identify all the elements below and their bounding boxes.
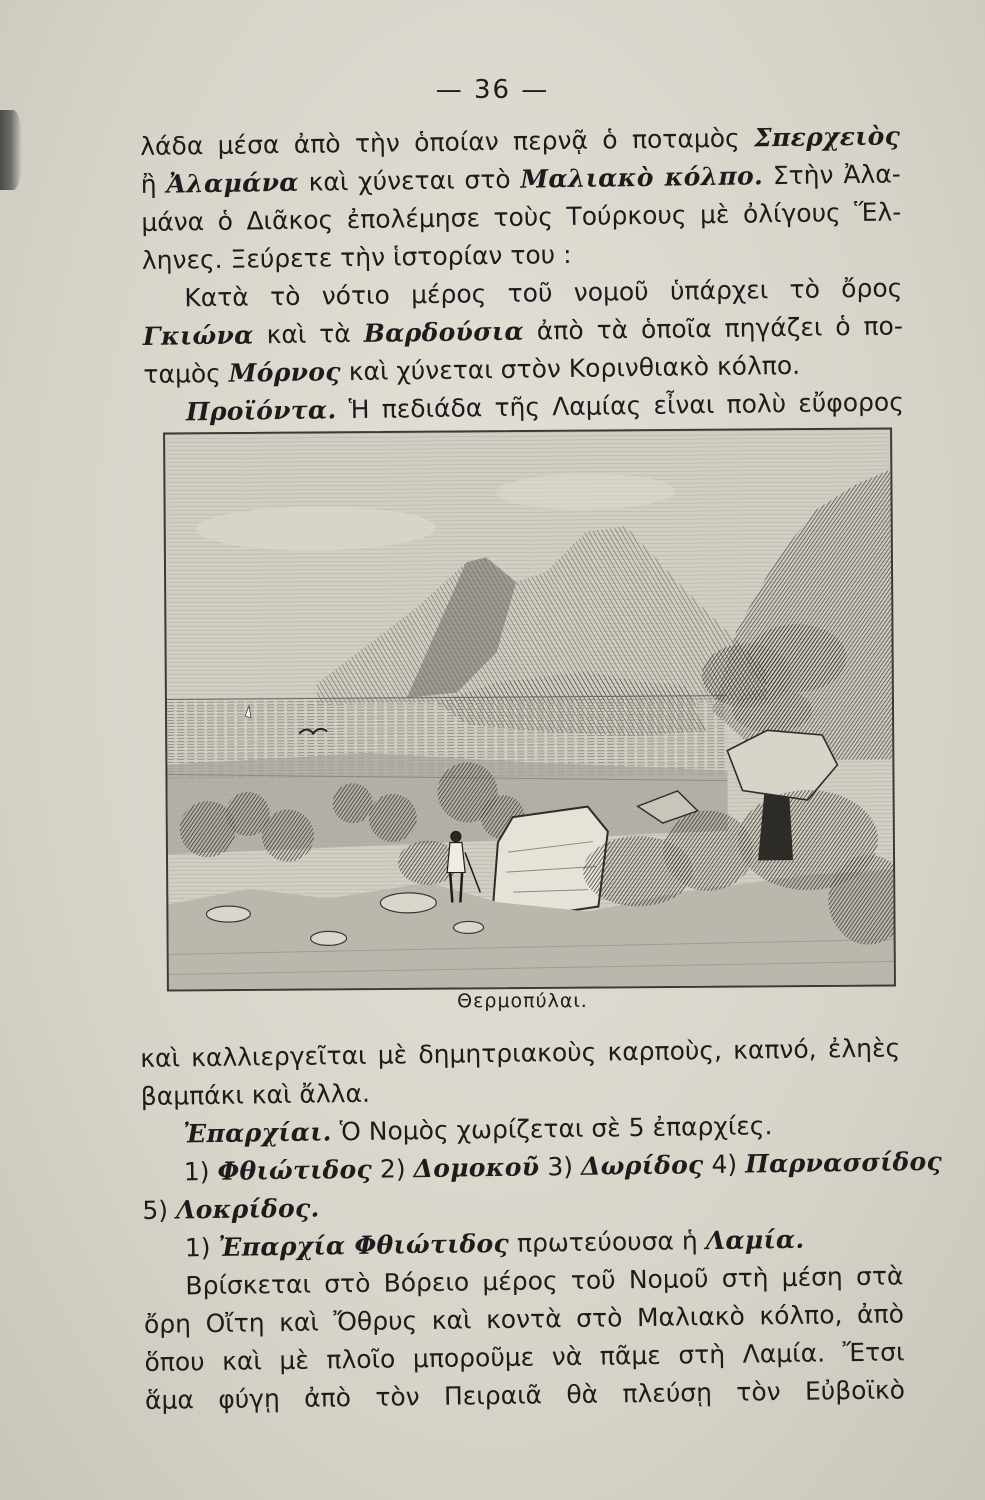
text-run: βαμπάκι καὶ ἄλλα. [140,1078,371,1111]
text-run: ὅπου καὶ μὲ πλοῖο μποροῦμε νὰ πᾶμε στὴ Λαμία. Ἔτσι [144,1337,905,1377]
text-run: καὶ τὰ [253,318,364,350]
text-run: 1) [183,1156,218,1187]
text-run: ἅμα φύγῃ ἀπὸ τὸν Πειραιᾶ θὰ πλεύσῃ τὸν Εὐβοϊκὸ [144,1375,906,1415]
text-run: 3) [539,1151,582,1182]
text-run: καὶ χύνεται στὸν Κορινθιακὸ κόλπο. [340,350,801,387]
emphasized-term: Ἐπαρχία Φθιώτιδος [218,1228,510,1262]
text-run: 4) [703,1149,746,1180]
emphasized-term: Βαρδούσια [363,316,525,348]
emphasized-term: Δομοκοῦ [413,1152,540,1184]
text-run: καὶ χύνεται στὸ [298,164,521,197]
text-run: ἀπὸ τὰ ὁποῖα πηγάζει ὁ πο- [523,311,904,346]
emphasized-term: Γκιώνα [142,320,254,351]
emphasized-term: Ἀλαμάνα [166,167,300,199]
emphasized-term: Προϊόντα. [185,395,337,427]
page-number: — 36 — [435,75,550,105]
text-run: ληνες. Ξεύρετε τὴν ἱστορίαν του : [141,239,572,275]
emphasized-term: Μόρνος [228,357,342,388]
emphasized-term: Λαμία. [705,1224,805,1256]
text-run: 2) [371,1154,414,1184]
emphasized-term: Δωρίδος [580,1150,704,1181]
text-run: Βρίσκεται στὸ Βόρειο μέρος τοῦ Νομοῦ στὴ μέση στὰ [185,1261,904,1301]
binding-shadow [0,110,22,190]
text-run: ἢ [140,169,167,199]
emphasized-term: Ἐπαρχίαι. [183,1117,332,1149]
text-run: Ὁ Νομὸς χωρίζεται σὲ 5 ἐπαρχίες. [331,1111,773,1147]
text-run: Κατὰ τὸ νότιο μέρος τοῦ νομοῦ ὑπάρχει τὸ ὄρος [184,273,903,313]
emphasized-term: Σπερχειὸς [753,121,901,153]
illustration-caption: Θερμοπύλαι. [457,990,588,1012]
text-run: μάνα ὁ Διᾶκος ἐπολέμησε τοὺς Τούρκους μὲ ὀλίγους Ἕλ- [141,197,902,237]
text-run: ταμὸς [143,358,229,389]
emphasized-term: Λοκρίδος. [175,1193,320,1225]
text-run: 1) [184,1232,219,1263]
text-run: ὄρη Οἴτη καὶ Ὄθρυς καὶ κοντὰ στὸ Μαλιακὸ κόλπο, ἀπὸ [143,1299,905,1339]
text-run: καὶ καλλιεργεῖται μὲ δημητριακοὺς καρποὺς, καπνό, ἐληὲς [140,1033,901,1073]
text-run: 5) [142,1195,177,1225]
engraving-illustration [163,427,896,991]
emphasized-term: Μαλιακὸ κόλπο. [520,161,764,194]
text-run: Στὴν Ἀλα- [762,159,901,191]
text-run: πρωτεύουσα ἡ [508,1226,706,1258]
text-run: λάδα μέσα ἀπὸ τὴν ὁποίαν περνᾷ ὁ ποταμὸς [140,123,755,161]
emphasized-term: Φθιώτιδος [217,1154,373,1186]
text-block-bottom [140,1029,943,1420]
emphasized-term: Παρνασσίδος [744,1146,943,1179]
text-block-top [140,117,904,432]
text-run: Ἡ πεδιάδα τῆς Λαμίας εἶναι πολὺ εὔφορος [336,387,905,425]
landscape-engraving [165,429,894,989]
